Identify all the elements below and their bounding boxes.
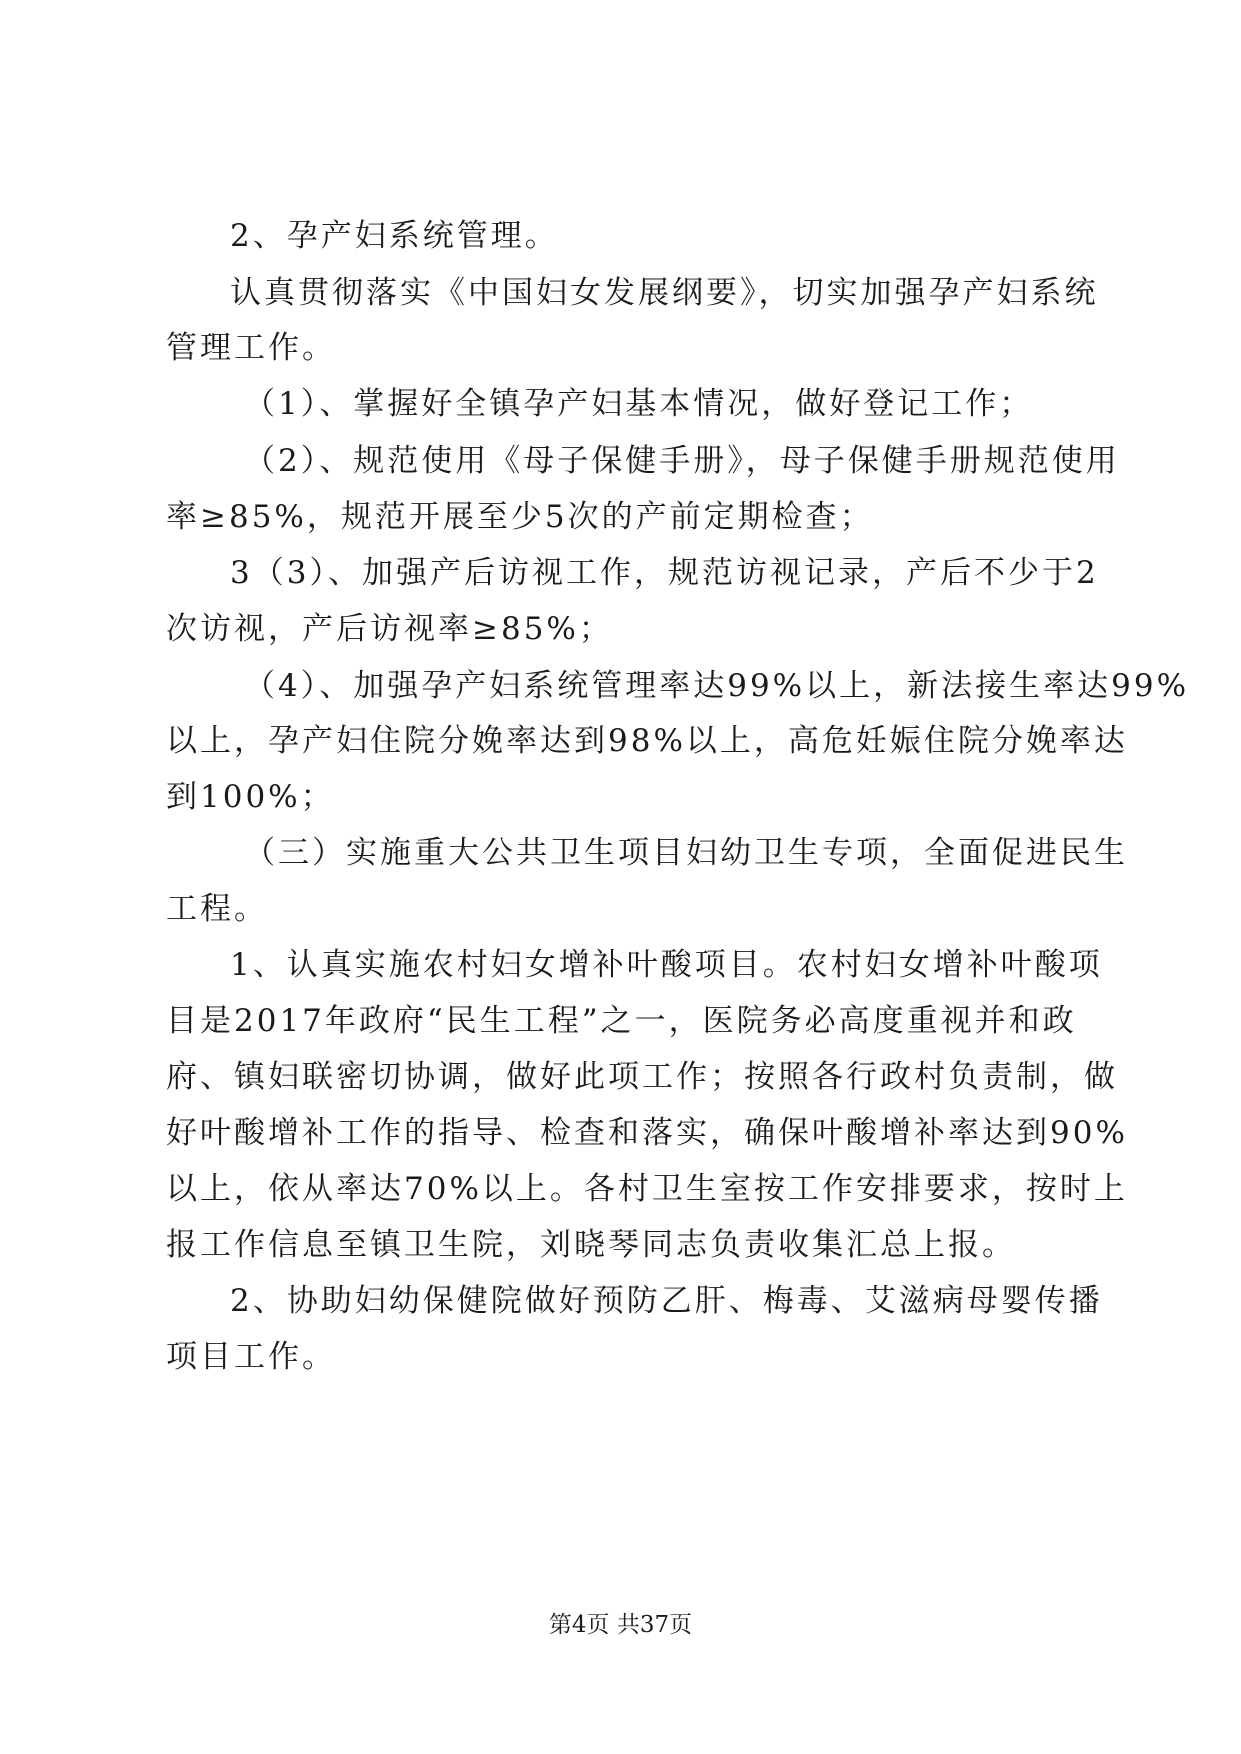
paragraph-line: 认真贯彻落实《中国妇女发展纲要》，切实加强孕产妇系统 bbox=[230, 275, 1099, 311]
paragraph-line: 目是2017年政府“民生工程”之一，医院务必高度重视并和政 bbox=[166, 1003, 1077, 1039]
paragraph-line: 报工作信息至镇卫生院，刘晓琴同志负责收集汇总上报。 bbox=[166, 1227, 1016, 1263]
list-item-line: （4）、加强孕产妇系统管理率达99%以上，新法接生率达99% bbox=[244, 668, 1190, 704]
paragraph-line: 1、认真实施农村妇女增补叶酸项目。农村妇女增补叶酸项 bbox=[230, 947, 1103, 983]
paragraph-line: 项目工作。 bbox=[166, 1339, 336, 1375]
paragraph-line: 2、协助妇幼保健院做好预防乙肝、梅毒、艾滋病母婴传播 bbox=[230, 1283, 1103, 1319]
paragraph-line: 府、镇妇联密切协调，做好此项工作；按照各行政村负责制，做 bbox=[166, 1059, 1118, 1095]
paragraph-line: 管理工作。 bbox=[166, 330, 336, 366]
section-heading: 2、孕产妇系统管理。 bbox=[230, 218, 559, 254]
list-item-line: （1）、掌握好全镇孕产妇基本情况，做好登记工作； bbox=[244, 386, 1034, 422]
paragraph-line: 好叶酸增补工作的指导、检查和落实，确保叶酸增补率达到90% bbox=[166, 1115, 1128, 1151]
list-item-line: 率≥85%，规范开展至少5次的产前定期检查； bbox=[166, 499, 874, 535]
list-item-line: 到100%； bbox=[166, 779, 335, 815]
list-item-line: 次访视，产后访视率≥85%； bbox=[166, 611, 613, 647]
section-heading: 工程。 bbox=[166, 891, 268, 927]
list-item-line: （2）、规范使用《母子保健手册》，母子保健手册规范使用 bbox=[244, 443, 1120, 479]
page-footer: 第4页 共37页 bbox=[548, 1612, 693, 1638]
section-heading: （三）实施重大公共卫生项目妇幼卫生专项，全面促进民生 bbox=[244, 835, 1128, 871]
paragraph-line: 以上，依从率达70%以上。各村卫生室按工作安排要求，按时上 bbox=[166, 1171, 1128, 1207]
list-item-line: 3（3）、加强产后访视工作，规范访视记录，产后不少于2 bbox=[230, 555, 1099, 591]
list-item-line: 以上，孕产妇住院分娩率达到98%以上，高危妊娠住院分娩率达 bbox=[166, 723, 1128, 759]
